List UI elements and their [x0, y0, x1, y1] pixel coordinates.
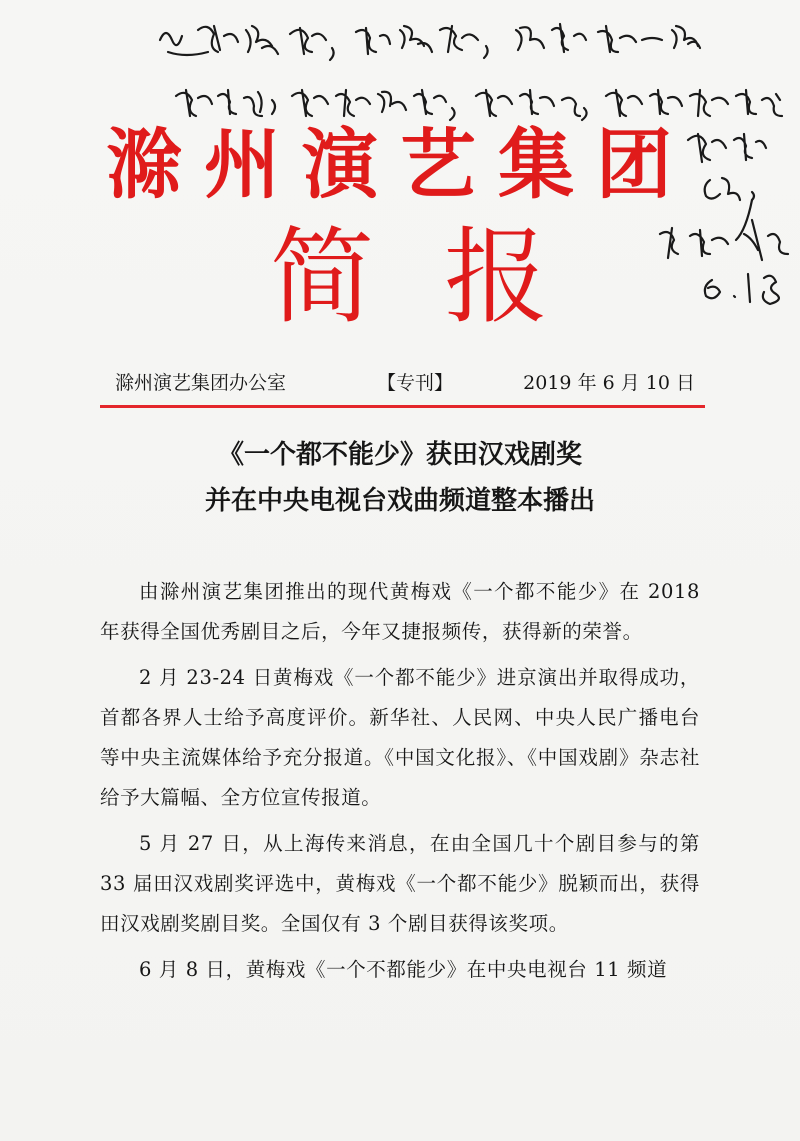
paragraph: 由滁州演艺集团推出的现代黄梅戏《一个都不能少》在 2018 年获得全国优秀剧目之后，今年又捷报频传，获得新的荣誉。	[100, 580, 700, 643]
headline	[100, 432, 700, 524]
paragraph: 2 月 23-24 日黄梅戏《一个都不能少》进京演出并取得成功，首都各界人士给予高度评价。新华社、人民网、中央人民广播电台等中央主流媒体给予充分报道。《中国文化报》、《中国戏剧》杂志社给予大篇幅、全方位宣传报道。	[100, 666, 700, 809]
red-divider	[100, 405, 705, 408]
issue-label: 【专刊】	[377, 372, 454, 394]
paragraph: 6 月 8 日，黄梅戏《一个不都能少》在中央电视台 11 频道	[139, 958, 668, 981]
headline-line-2: 并在中央电视台戏曲频道整本播出	[204, 486, 595, 516]
headline-line-1: 《一个都不能少》获田汉戏剧奖	[217, 440, 582, 470]
meta-row	[115, 368, 695, 398]
issuing-office: 滁州演艺集团办公室	[115, 372, 287, 394]
article-body	[100, 572, 700, 996]
bulletin-title: 简报	[270, 216, 619, 338]
org-title: 滁州演艺集团	[106, 120, 694, 209]
paragraph: 5 月 27 日，从上海传来消息，在由全国几十个剧目参与的第 33 届田汉戏剧奖评选中，黄梅戏《一个都不能少》脱颖而出，获得田汉戏剧奖剧目奖。全国仅有 3 个剧目获得该奖项。	[100, 832, 700, 935]
issue-date: 2019 年 6 月 10 日	[523, 372, 695, 394]
